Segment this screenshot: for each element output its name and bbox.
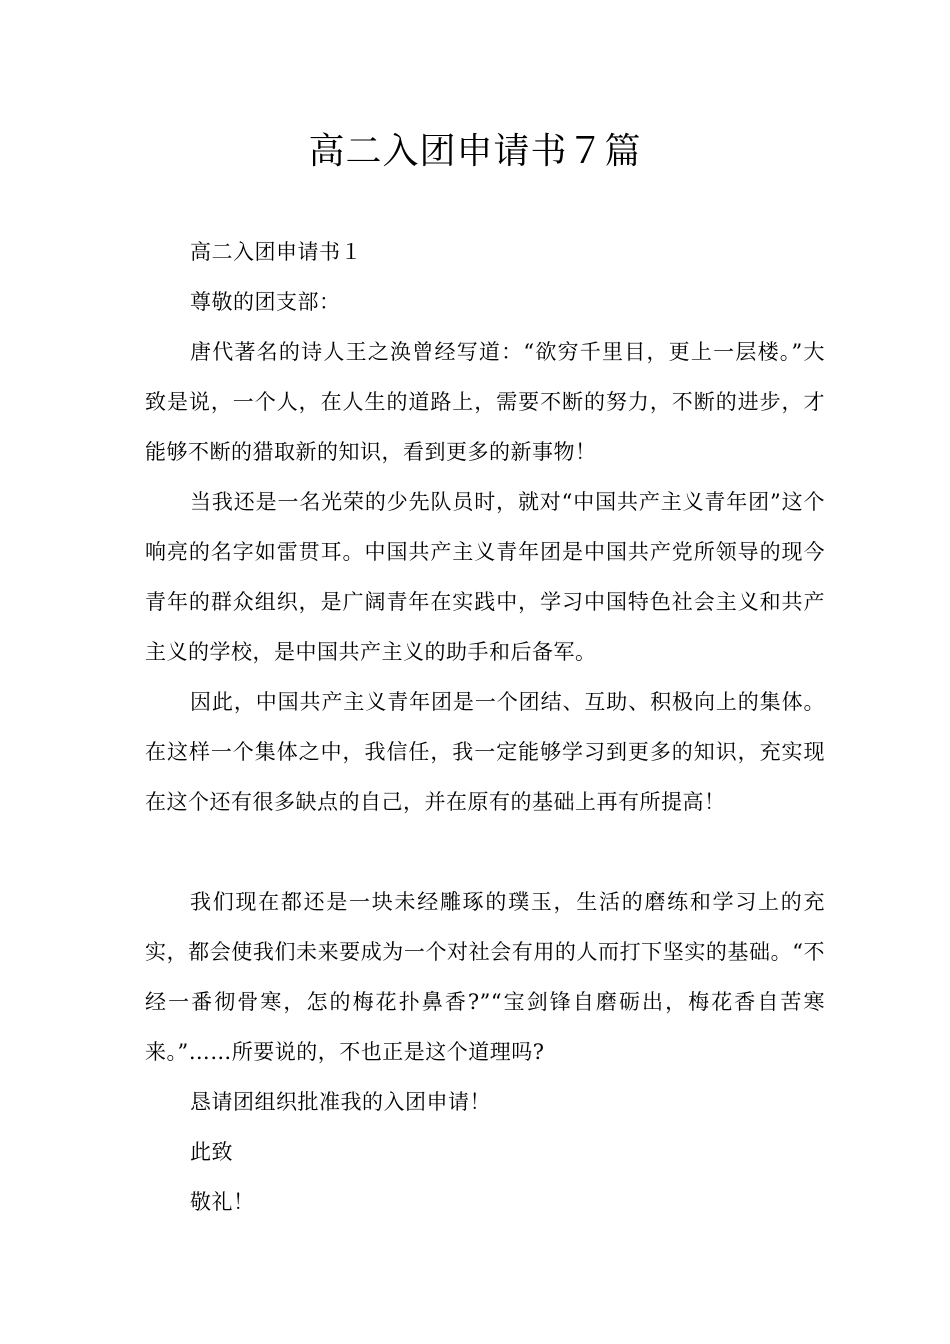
document-body [145,227,825,1227]
paragraph: 唐代著名的诗人王之涣曾经写道：“欲穷千里目，更上一层楼。”大致是说，一个人，在人生的道路上，需要不断的努力，不断的进步，才能够不断的猎取新的知识，看到更多的新事物！ [145,340,825,464]
closing-line: 此致 [190,1140,233,1164]
paragraph: 因此，中国共产主义青年团是一个团结、互助、积极向上的集体。在这样一个集体之中，我信任，我一定能够学习到更多的知识，充实现在这个还有很多缺点的自己，并在原有的基础上再有所提高！ [145,690,825,814]
section-heading: 高二入团申请书１ [190,240,362,264]
request-line: 恳请团组织批准我的入团申请！ [190,1090,491,1114]
paragraph: 当我还是一名光荣的少先队员时，就对“中国共产主义青年团”这个响亮的名字如雷贯耳。中国共产主义青年团是中国共产党所领导的现今青年的群众组织，是广阔青年在实践中，学习中国特色社会主义和共产主义的学校，是中国共产主义的助手和后备军。 [145,490,825,664]
closing-regards: 敬礼！ [190,1190,255,1214]
salutation: 尊敬的团支部： [190,290,341,314]
document-title: 高二入团申请书７篇 [308,131,642,172]
paragraph: 我们现在都还是一块未经雕琢的璞玉，生活的磨练和学习上的充实，都会使我们未来要成为一个对社会有用的人而打下坚实的基础。“不经一番彻骨寒，怎的梅花扑鼻香?”“宝剑锋自磨砺出，梅花香自苦寒来。”……所要说的，不也正是这个道理吗? [145,890,825,1064]
